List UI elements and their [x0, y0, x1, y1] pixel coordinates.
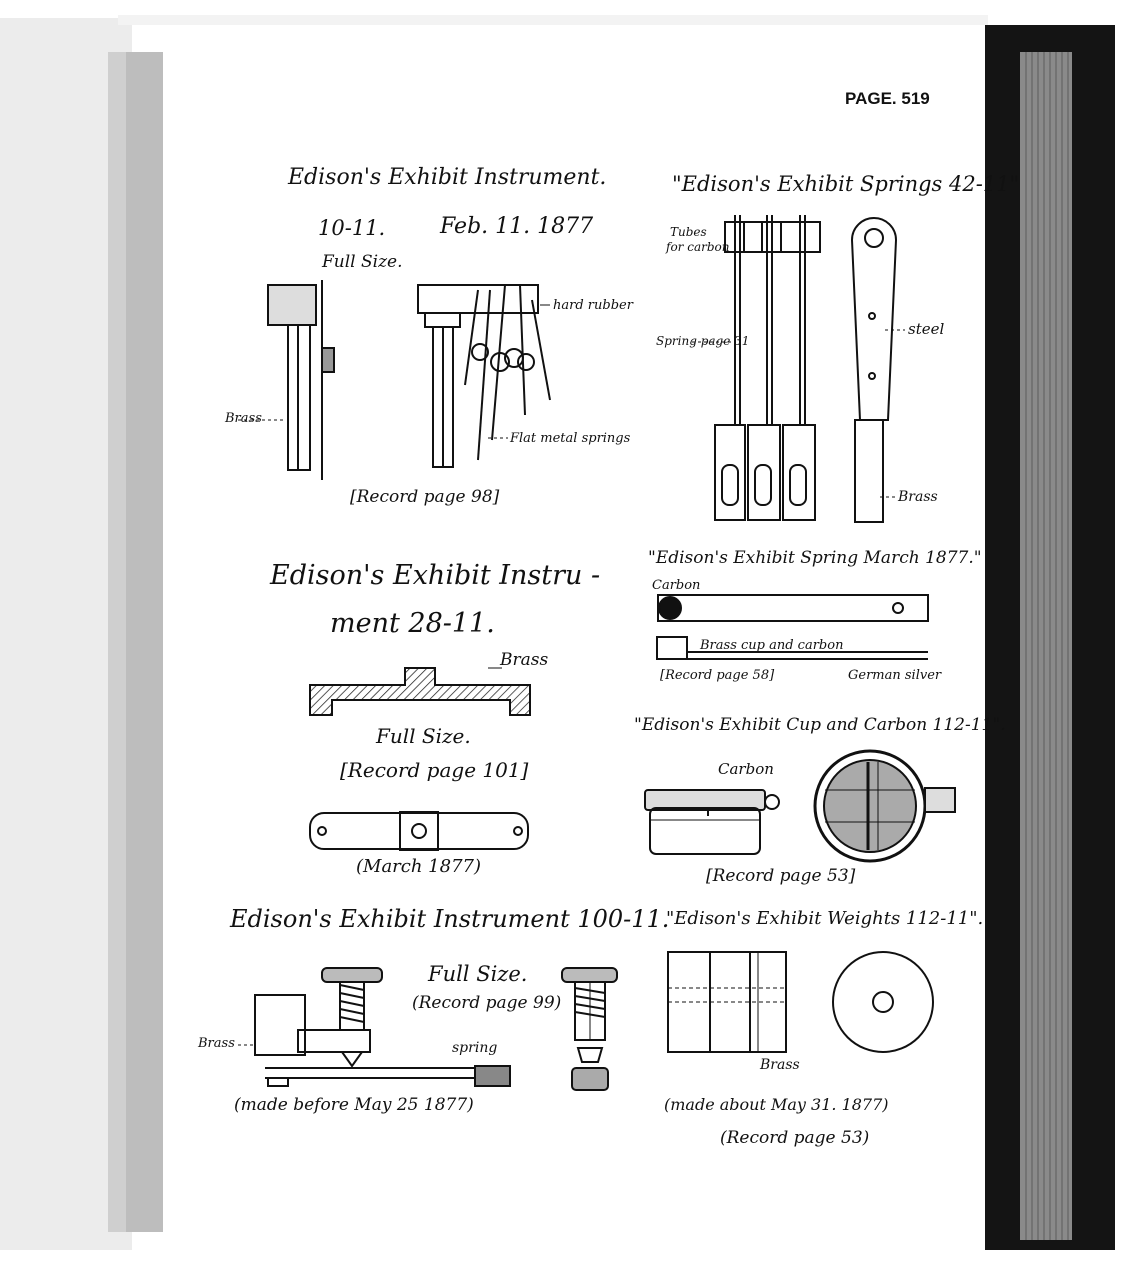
- instrument-100-date: (made before May 25 1877): [234, 1095, 474, 1115]
- instrument-28-record: [Record page 101]: [340, 758, 529, 782]
- instrument-28-date: (March 1877): [356, 856, 482, 877]
- instrument-100-record: (Record page 99): [412, 993, 562, 1013]
- instrument-28-size: Full Size.: [376, 724, 471, 748]
- weights-112-title: "Edison's Exhibit Weights 112-11".: [666, 908, 984, 929]
- instrument-100-spring-label: spring: [452, 1040, 498, 1056]
- instrument-28-brass-label: Brass: [500, 650, 549, 670]
- springs-42-title: "Edison's Exhibit Springs 42-11": [672, 172, 1020, 196]
- spring-march-cup-label: Brass cup and carbon: [700, 638, 844, 653]
- spring-march-title: "Edison's Exhibit Spring March 1877.": [648, 548, 982, 568]
- weights-112-record: (Record page 53): [720, 1128, 870, 1148]
- instrument-100-brass-label: Brass: [198, 1036, 235, 1051]
- spring-march-silver-label: German silver: [848, 668, 942, 683]
- cup-carbon-carbon-label: Carbon: [718, 760, 774, 778]
- instrument-10-size: Full Size.: [322, 252, 403, 272]
- spring-march-record: [Record page 58]: [660, 668, 775, 683]
- instrument-28-title-line1: Edison's Exhibit Instru -: [270, 560, 601, 591]
- spring-march-carbon-label: Carbon: [652, 578, 701, 593]
- springs-42-tubes-for-label: for carbon: [666, 240, 730, 254]
- weights-112-date: (made about May 31. 1877): [664, 1095, 889, 1114]
- cup-carbon-title: "Edison's Exhibit Cup and Carbon 112-11".: [634, 715, 1006, 735]
- instrument-10-brass-label: Brass: [225, 411, 262, 426]
- springs-42-tubes-label: Tubes: [670, 225, 707, 239]
- weights-112-brass-label: Brass: [760, 1057, 800, 1073]
- springs-42-brass-label: Brass: [898, 489, 938, 505]
- instrument-10-date: Feb. 11. 1877: [440, 214, 594, 239]
- instrument-10-title: Edison's Exhibit Instrument.: [288, 165, 607, 190]
- instrument-10-springs-label: Flat metal springs: [510, 431, 631, 446]
- instrument-100-size: Full Size.: [428, 962, 528, 986]
- instrument-10-record: [Record page 98]: [350, 487, 500, 507]
- instrument-10-hard-rubber-label: hard rubber: [553, 298, 633, 313]
- cup-carbon-record: [Record page 53]: [706, 866, 856, 886]
- springs-42-spring-note: Spring page 31: [656, 334, 750, 348]
- instrument-100-title: Edison's Exhibit Instrument 100-11.: [230, 905, 670, 933]
- page-number: PAGE. 519: [845, 89, 930, 108]
- springs-42-steel-label: steel: [908, 320, 945, 338]
- instrument-28-title-line2: ment 28-11.: [330, 608, 495, 639]
- instrument-10-id: 10-11.: [318, 216, 386, 240]
